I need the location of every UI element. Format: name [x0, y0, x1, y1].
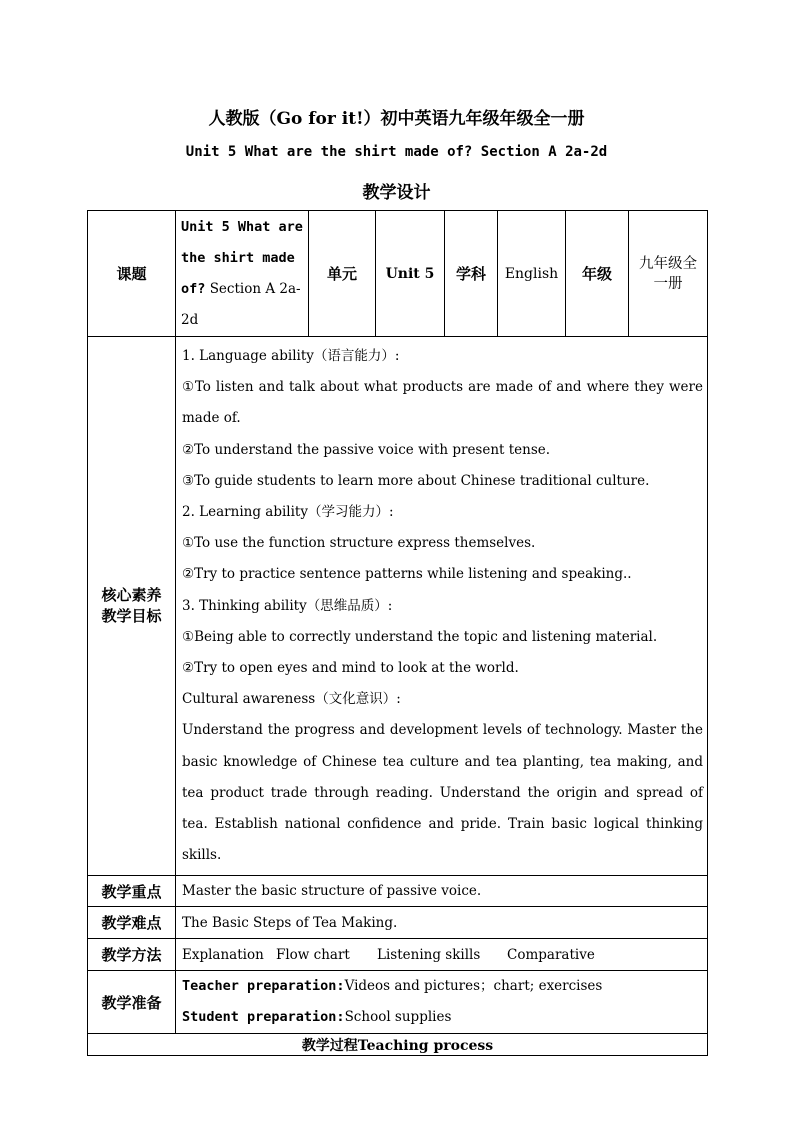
student-preparation-label: Student preparation:	[182, 1009, 345, 1026]
topic-label: 课题	[88, 211, 176, 337]
objectives-row	[88, 337, 708, 876]
language-item: ③To guide students to learn more about Chinese traditional culture.	[182, 472, 650, 489]
document-type: 教学设计	[362, 183, 431, 203]
grade-label: 年级	[566, 211, 629, 337]
method-item: Comparative	[507, 946, 595, 963]
difficulties-value: The Basic Steps of Tea Making.	[176, 907, 708, 939]
preparation-row	[88, 971, 708, 1034]
teacher-preparation	[182, 971, 707, 1002]
language-item: ①To listen and talk about what products are made of and where they were made of.	[182, 379, 703, 427]
learning-heading: 2. Learning ability（学习能力）:	[182, 504, 394, 521]
student-preparation	[182, 1002, 707, 1033]
unit-value: Unit 5	[376, 211, 445, 337]
objectives-label: 核心素养教学目标	[88, 337, 176, 876]
method-item: Flow chart	[276, 946, 350, 963]
language-item: ②To understand the passive voice with present tense.	[182, 441, 551, 458]
method-item: Explanation	[182, 946, 264, 963]
cultural-text: Understand the progress and development levels of technology. Master the basic knowledge of Chinese tea culture and tea planting, tea making, and tea product trade through reading. Understand the origin and spread of tea. Establish national confidence and pride. Train basic logical thinking skills.	[182, 722, 703, 864]
topic-value-bold: Unit 5 What are the shirt made of?	[181, 218, 303, 297]
subject-value: English	[498, 211, 566, 337]
key-points-row	[88, 876, 708, 907]
teacher-preparation-value: Videos and pictures；chart; exercises	[344, 978, 603, 995]
method-item: Listening skills	[377, 946, 481, 963]
language-heading: 1. Language ability（语言能力）:	[182, 348, 400, 364]
subject-label: 学科	[445, 211, 498, 337]
thinking-item: ②Try to open eyes and mind to look at the world.	[182, 660, 519, 677]
key-points-label: 教学重点	[88, 876, 176, 907]
difficulties-label: 教学难点	[88, 907, 176, 939]
teacher-preparation-label: Teacher preparation:	[182, 978, 345, 995]
difficulties-row	[88, 907, 708, 939]
thinking-heading: 3. Thinking ability（思维品质）:	[182, 597, 393, 614]
unit-label: 单元	[309, 211, 376, 337]
learning-item: ②Try to practice sentence patterns while listening and speaking..	[182, 566, 632, 583]
student-preparation-value: School supplies	[344, 1009, 452, 1026]
process-header-row	[88, 1034, 708, 1056]
preparation-value	[176, 971, 708, 1034]
cultural-heading: Cultural awareness（文化意识）:	[182, 691, 401, 708]
key-points-value: Master the basic structure of passive voice.	[176, 876, 708, 907]
document-subtitle: Unit 5 What are the shirt made of? Section A 2a-2d	[185, 144, 608, 160]
objectives-content	[176, 337, 708, 876]
methods-row	[88, 939, 708, 971]
methods-value	[176, 939, 708, 971]
process-header-text: 教学过程Teaching process	[301, 1037, 494, 1054]
preparation-label: 教学准备	[88, 971, 176, 1034]
document-title: 人教版（Go for it!）初中英语九年级年级全一册	[208, 109, 585, 129]
lesson-plan-table	[87, 210, 708, 1056]
topic-value	[176, 211, 309, 337]
learning-item: ①To use the function structure express themselves.	[182, 535, 536, 552]
thinking-item: ①Being able to correctly understand the topic and listening material.	[182, 628, 658, 645]
topic-value-rest: Section A 2a-2d	[181, 280, 301, 328]
methods-label: 教学方法	[88, 939, 176, 971]
process-header	[88, 1034, 708, 1056]
grade-value: 九年级全一册	[629, 211, 708, 337]
info-row	[88, 211, 708, 337]
